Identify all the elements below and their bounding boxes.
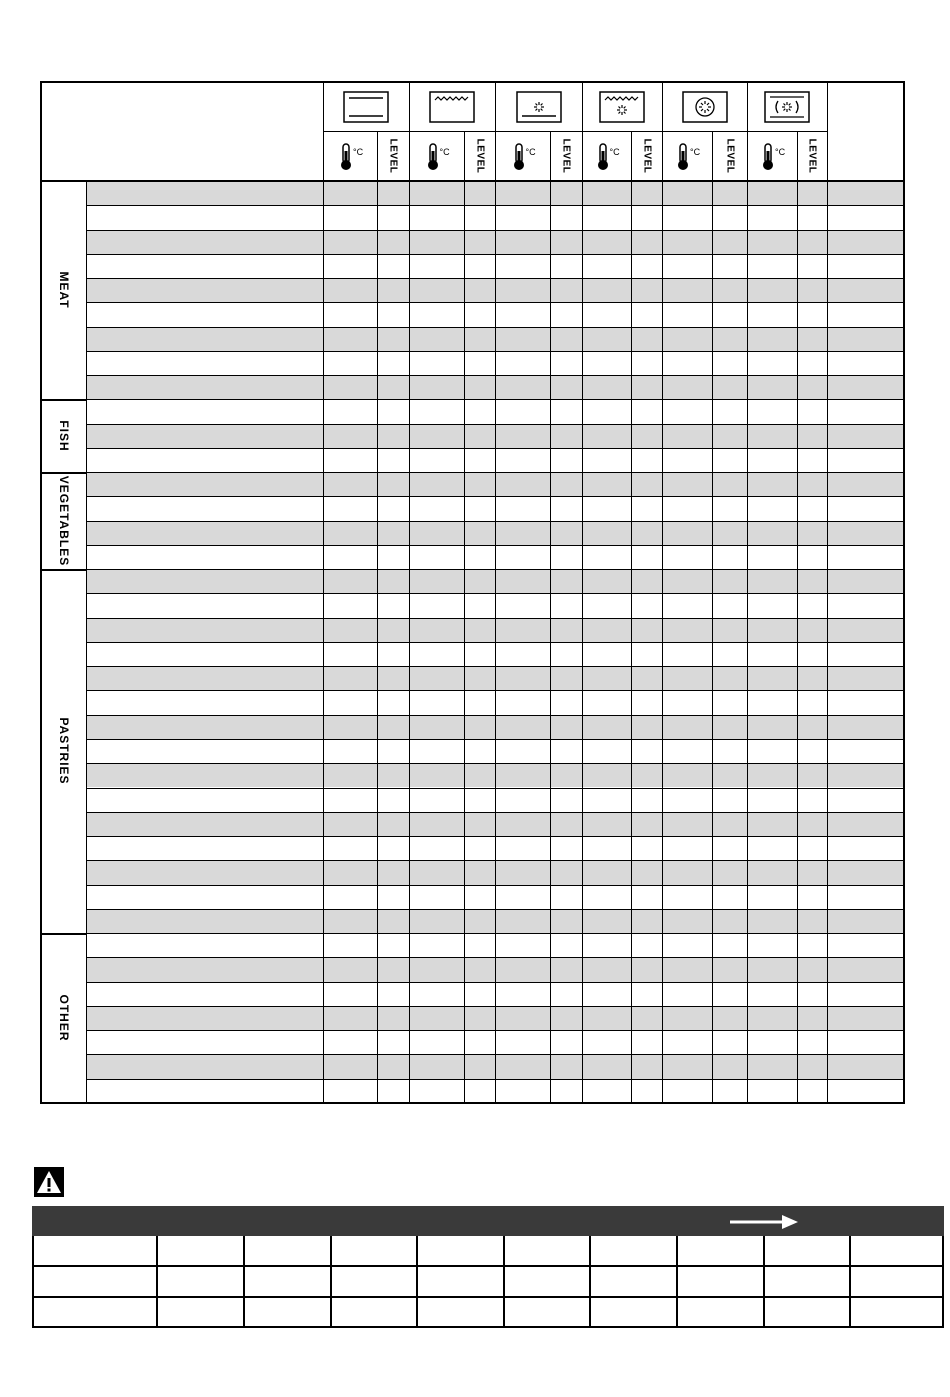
mode-column-divider xyxy=(747,83,748,1103)
mode-column-divider xyxy=(582,83,583,1103)
temperature-column-divider xyxy=(849,1236,851,1326)
thermometer-icon xyxy=(512,143,526,171)
level-label: LEVEL xyxy=(560,138,572,174)
temperature-column-divider xyxy=(243,1236,245,1326)
level-label: LEVEL xyxy=(387,138,399,174)
temperature-table xyxy=(32,1206,944,1328)
level-label: LEVEL xyxy=(474,138,485,174)
level-label: LEVEL xyxy=(806,138,818,174)
fan-grill-heating-icon xyxy=(599,91,645,123)
temp-level-divider xyxy=(464,131,465,1103)
mode-column-divider xyxy=(409,83,410,1103)
temp-level-divider xyxy=(712,131,713,1103)
right-arrow-icon xyxy=(730,1215,800,1229)
temperature-column-divider xyxy=(763,1236,765,1326)
thermometer-icon xyxy=(426,143,440,171)
level-label: LEVEL xyxy=(724,138,735,174)
temperature-unit: °C xyxy=(353,147,364,157)
category-label: MEAT xyxy=(57,271,71,309)
warning-triangle-icon xyxy=(34,1167,64,1197)
thermometer-icon xyxy=(596,143,610,171)
temperature-column-divider xyxy=(416,1236,418,1326)
temperature-column-divider xyxy=(676,1236,678,1326)
icon-row-divider xyxy=(747,131,827,132)
temperature-unit: °C xyxy=(609,147,620,157)
temperature-unit: °C xyxy=(439,147,450,157)
category-label: PASTRIES xyxy=(57,717,71,785)
temperature-table-header xyxy=(32,1206,944,1236)
icon-row-divider xyxy=(662,131,747,132)
temperature-unit: °C xyxy=(690,147,701,157)
temperature-column-divider xyxy=(589,1236,591,1326)
category-meat xyxy=(42,181,86,399)
temperature-unit: °C xyxy=(775,147,786,157)
temperature-column-divider xyxy=(156,1236,158,1326)
category-divider xyxy=(42,933,86,935)
category-other xyxy=(42,933,86,1103)
category-column-divider xyxy=(86,181,87,1103)
mode-column-divider xyxy=(827,83,828,1103)
category-label: OTHER xyxy=(57,994,71,1042)
hot-air-fan-icon xyxy=(682,91,728,123)
name-column-divider xyxy=(323,83,324,1103)
thermometer-icon xyxy=(676,143,690,171)
temperature-table-grid xyxy=(32,1236,944,1328)
cooking-table xyxy=(40,81,905,1104)
category-label: VEGETABLES xyxy=(57,475,71,566)
icon-row-divider xyxy=(582,131,662,132)
conventional-heating-icon xyxy=(343,91,389,123)
temp-level-divider xyxy=(631,131,632,1103)
temp-level-divider xyxy=(550,131,551,1103)
icon-row-divider xyxy=(323,131,409,132)
level-label: LEVEL xyxy=(641,138,652,174)
category-label: FISH xyxy=(57,420,71,452)
temperature-row-divider xyxy=(34,1296,942,1298)
temperature-column-divider xyxy=(330,1236,332,1326)
category-vegetables xyxy=(42,472,86,569)
temperature-column-divider xyxy=(503,1236,505,1326)
category-divider xyxy=(42,569,86,571)
category-fish xyxy=(42,399,86,472)
temperature-row-divider xyxy=(34,1265,942,1267)
mode-column-divider xyxy=(662,83,663,1103)
category-divider xyxy=(42,472,86,474)
icon-row-divider xyxy=(409,131,495,132)
category-divider xyxy=(42,399,86,401)
thermometer-icon xyxy=(339,143,353,171)
temp-level-divider xyxy=(797,131,798,1103)
top-grill-heating-icon xyxy=(429,91,475,123)
hot-air-fan-with-elements-icon xyxy=(764,91,810,123)
category-pastries xyxy=(42,569,86,933)
header-divider xyxy=(42,180,903,182)
fan-bottom-heating-icon xyxy=(516,91,562,123)
temperature-unit: °C xyxy=(525,147,536,157)
mode-column-divider xyxy=(495,83,496,1103)
temp-level-divider xyxy=(377,131,378,1103)
thermometer-icon xyxy=(761,143,775,171)
icon-row-divider xyxy=(495,131,582,132)
